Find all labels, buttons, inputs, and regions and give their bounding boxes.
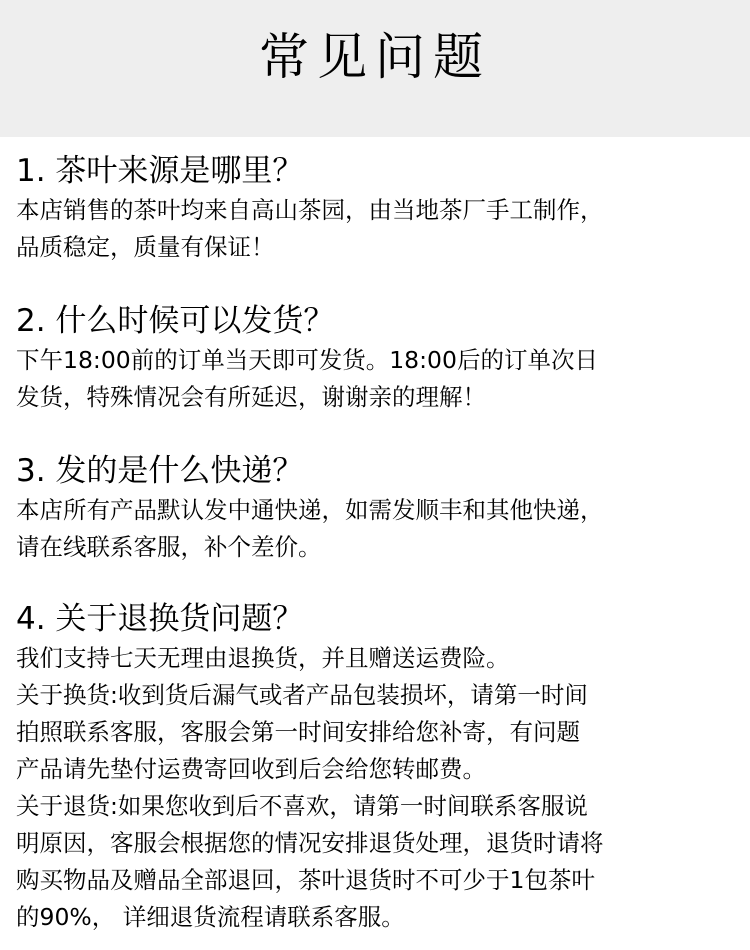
answer-line: 品质稳定，质量有保证！ <box>16 233 275 261</box>
answer-line: 本店销售的茶叶均来自高山茶园，由当地茶厂手工制作， <box>16 196 604 224</box>
answer-line: 发货，特殊情况会有所延迟，谢谢亲的理解！ <box>16 383 486 411</box>
faq-item-3 <box>16 450 746 566</box>
faq-item-2 <box>16 300 746 416</box>
faq-question: 4. 关于退换货问题？ <box>16 601 304 637</box>
answer-line: 本店所有产品默认发中通快递，如需发顺丰和其他快递， <box>16 496 604 524</box>
faq-question: 3. 发的是什么快递？ <box>16 453 304 489</box>
answer-line: 关于退货:如果您收到后不喜欢，请第一时间联系客服说 <box>16 792 588 820</box>
faq-answer <box>16 640 746 936</box>
answer-line: 拍照联系客服，客服会第一时间安排给您补寄，有问题 <box>16 718 580 746</box>
header-banner <box>0 0 750 137</box>
answer-line: 下午18:00前的订单当天即可发货。18:00后的订单次日 <box>16 346 598 374</box>
faq-answer <box>16 342 746 416</box>
answer-line: 明原因，客服会根据您的情况安排退货处理，退货时请将 <box>16 829 604 857</box>
faq-answer <box>16 192 746 266</box>
answer-line: 我们支持七天无理由退换货，并且赠送运费险。 <box>16 644 510 672</box>
page-title: 常见问题 <box>259 28 491 86</box>
faq-item-1 <box>16 150 746 266</box>
faq-item-4 <box>16 598 746 936</box>
faq-question: 2. 什么时候可以发货？ <box>16 303 335 339</box>
answer-line: 产品请先垫付运费寄回收到后会给您转邮费。 <box>16 755 486 783</box>
answer-line: 购买物品及赠品全部退回，茶叶退货时不可少于1包茶叶 <box>16 866 595 894</box>
answer-line: 请在线联系客服，补个差价。 <box>16 533 322 561</box>
answer-line: 关于换货:收到货后漏气或者产品包装损坏，请第一时间 <box>16 681 588 709</box>
answer-line: 的90%， 详细退货流程请联系客服。 <box>16 903 405 931</box>
faq-answer <box>16 492 746 566</box>
faq-question: 1. 茶叶来源是哪里？ <box>16 153 304 189</box>
